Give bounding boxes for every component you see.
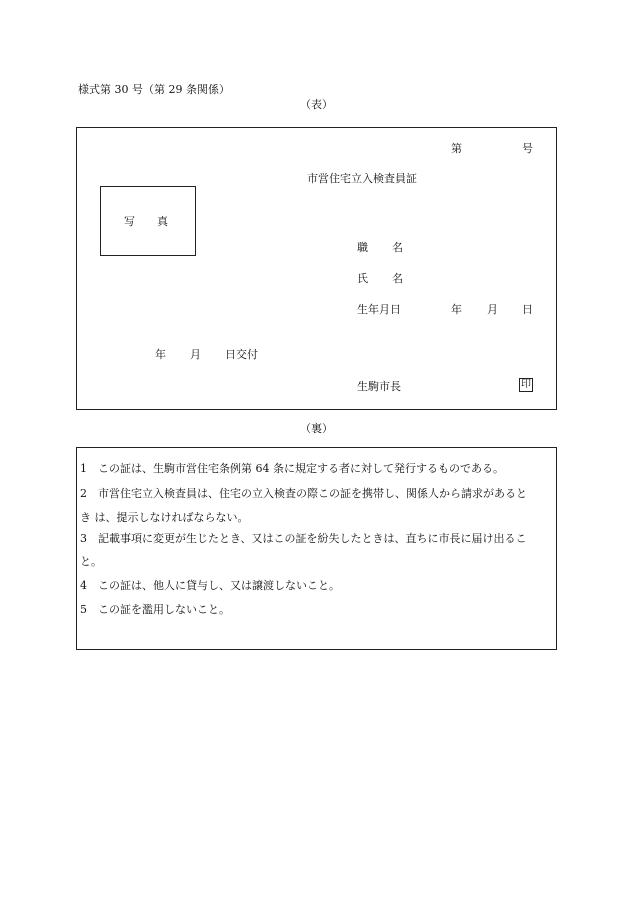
note-line: 5 この証を濫用しないこと。 bbox=[80, 603, 230, 616]
note-line: き は、提示しなければならない。 bbox=[80, 511, 249, 524]
front-heading: （表） bbox=[300, 98, 333, 111]
back-card bbox=[76, 447, 557, 650]
position-label-1: 職 bbox=[357, 241, 368, 254]
photo-label-2: 真 bbox=[157, 215, 168, 228]
note-line: 3 記載事項に変更が生じたとき、又はこの証を紛失したときは、直ちに市長に届け出るこ bbox=[80, 532, 527, 545]
note-line: 1 この証は、生駒市営住宅条例第 64 条に規定する者に対して発行するものである。 bbox=[80, 462, 504, 475]
front-card bbox=[76, 127, 557, 410]
birth-day: 日 bbox=[522, 303, 533, 316]
number-prefix: 第 bbox=[451, 142, 462, 155]
name-label-1: 氏 bbox=[357, 272, 368, 285]
issue-year: 年 bbox=[155, 348, 166, 361]
photo-box bbox=[100, 186, 196, 256]
note-line: と。 bbox=[80, 555, 102, 568]
note-line: 4 この証は、他人に貸与し、又は譲渡しないこと。 bbox=[80, 579, 340, 592]
seal-stamp: 印 bbox=[521, 379, 531, 390]
note-line: 2 市営住宅立入検査員は、住宅の立入検査の際この証を携帯し、関係人から請求があると bbox=[80, 487, 527, 500]
card-title: 市営住宅立入検査員証 bbox=[307, 172, 417, 185]
birth-month: 月 bbox=[487, 303, 498, 316]
birth-label: 生年月日 bbox=[357, 303, 401, 316]
number-suffix: 号 bbox=[522, 142, 533, 155]
position-label-2: 名 bbox=[392, 241, 403, 254]
issue-month: 月 bbox=[190, 348, 201, 361]
photo-label-1: 写 bbox=[124, 215, 135, 228]
birth-year: 年 bbox=[451, 303, 462, 316]
name-label-2: 名 bbox=[392, 272, 403, 285]
back-heading: （裏） bbox=[300, 422, 333, 435]
issuer: 生駒市長 bbox=[357, 380, 401, 393]
form-label: 様式第 30 号（第 29 条関係） bbox=[78, 83, 230, 96]
issue-day: 日交付 bbox=[225, 348, 258, 361]
